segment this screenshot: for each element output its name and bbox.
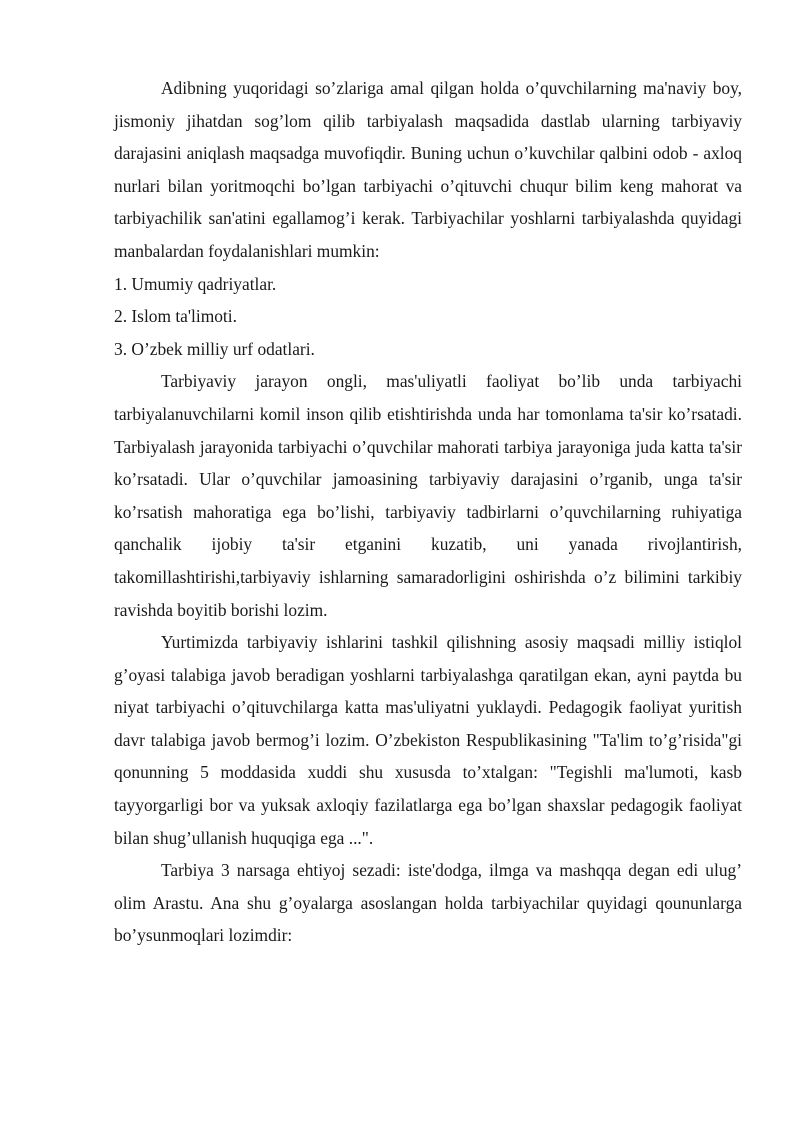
list-item-2: 2. Islom ta'limoti. bbox=[114, 306, 237, 327]
paragraph-intro: Adibning yuqoridagi so’zlariga amal qilgan holda o’quvchilarning ma'naviy boy, jismoniy jihatdan sog’lom qilib tarbiyalash maqsadida dastlab ularning tarbiyaviy darajasini aniqlash maqsadga muvofiqdir. Buning uchun o’kuvchilar qalbini odob - axloq nurlari bilan yoritmoqchi bo’lgan tarbiyachi o’qituvchi chuqur bilim keng mahorat va tarbiyachilik san'atini egallamog’i kerak. Tarbiyachilar yoshlarni tarbiyalashda quyidagi manbalardan foydalanishlari mumkin: bbox=[114, 78, 742, 261]
list-item-1: 1. Umumiy qadriyatlar. bbox=[114, 273, 277, 294]
paragraph-national-goals: Yurtimizda tarbiyaviy ishlarini tashkil qilishning asosiy maqsadi milliy istiqlol g’oyasi talabiga javob beradigan yoshlarni tarbiyalashga qaratilgan ekan, ayni paytda bu niyat tarbiyachi o’qituvchilarga katta mas'uliyatni yuklaydi. Pedagogik faoliyat yuritish davr talabiga javob bermog’i lozim. O’zbekiston Respublikasining "Ta'lim to’g’risida"gi qonunning 5 moddasida xuddi shu xususda to’xtalgan: "Tegishli ma'lumoti, kasb tayyorgarligi bor va yuksak axloqiy fazilatlarga ega bo’lgan shaxslar pedagogik faoliyat bilan shug’ullanish huquqiga ega ...". bbox=[114, 632, 742, 848]
list-item-3: 3. O’zbek milliy urf odatlari. bbox=[114, 338, 315, 359]
paragraph-aristotle: Tarbiya 3 narsaga ehtiyoj sezadi: iste'dodga, ilmga va mashqqa degan edi ulug’ olim Arastu. Ana shu g’oyalarga asoslangan holda tarbiyachilar quyidagi qoununlarga bo’ysunmoqlari lozimdir: bbox=[114, 860, 742, 946]
paragraph-educational-process: Tarbiyaviy jarayon ongli, mas'uliyatli faoliyat bo’lib unda tarbiyachi tarbiyalanuvchilarni komil inson qilib etishtirishda unda har tomonlama ta'sir ko’rsatadi. Tarbiyalash jarayonida tarbiyachi o’quvchilar mahorati tarbiya jarayoniga juda katta ta'sir ko’rsatadi. Ular o’quvchilar jamoasining tarbiyaviy darajasini o’rganib, unga ta'sir ko’rsatish mahoratiga ega bo’lishi, tarbiyaviy tadbirlarni o’quvchilarning ruhiyatiga qanchalik ijobiy ta'sir etganini kuzatib, uni yanada rivojlantirish, takomillashtirishi,tarbiyaviy ishlarning samaradorligini oshirishda o’z bilimini tarkibiy ravishda boyitib borishi lozim. bbox=[114, 371, 742, 620]
document-page bbox=[114, 72, 742, 952]
